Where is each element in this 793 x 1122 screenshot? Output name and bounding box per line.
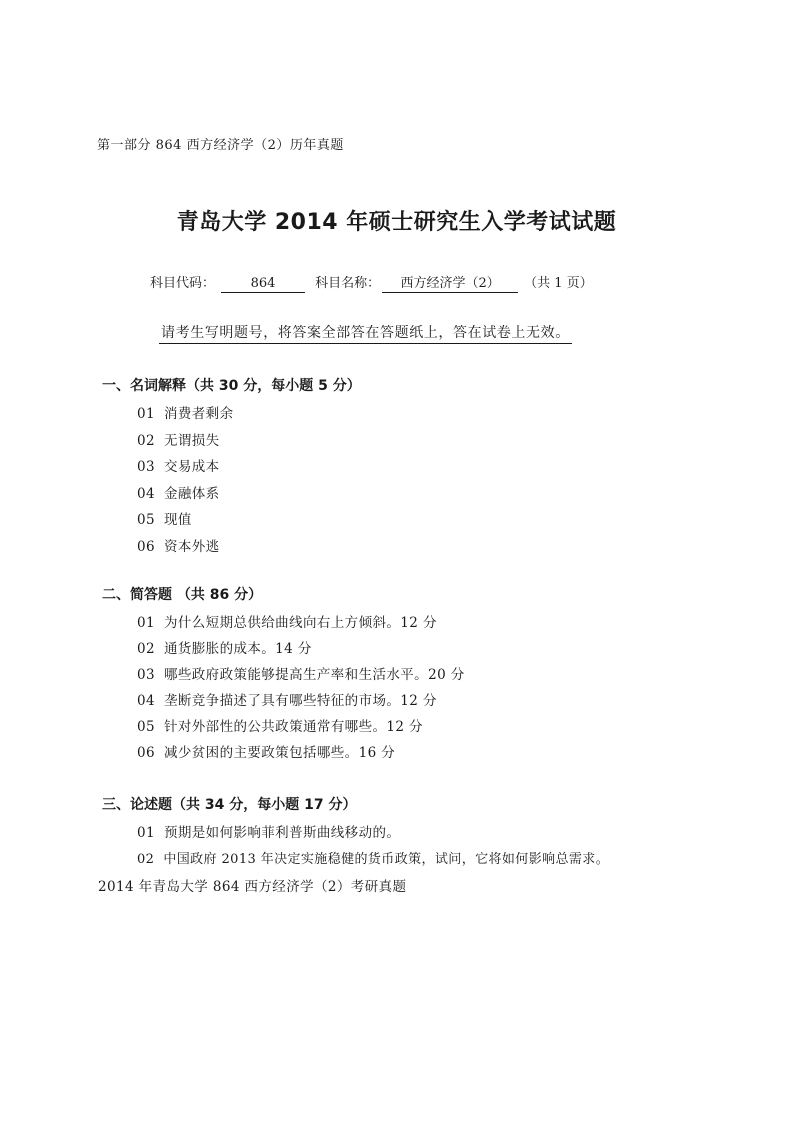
question-text: 为什么短期总供给曲线向右上方倾斜。12 分 xyxy=(163,615,437,631)
question-text: 金融体系 xyxy=(163,486,220,502)
question-number: 04 xyxy=(137,693,155,709)
question-number: 02 xyxy=(137,433,155,449)
question-text: 哪些政府政策能够提高生产率和生活水平。20 分 xyxy=(163,667,465,683)
question-number: 04 xyxy=(137,486,155,502)
question-text: 资本外逃 xyxy=(163,539,220,555)
question-text: 通货膨胀的成本。14 分 xyxy=(163,641,312,657)
document-header: 第一部分 864 西方经济学（2）历年真题 xyxy=(97,138,344,153)
question-number: 06 xyxy=(137,745,155,761)
question-text: 现值 xyxy=(163,512,192,528)
question-number: 02 xyxy=(137,852,155,867)
question-text: 针对外部性的公共政策通常有哪些。12 分 xyxy=(163,719,423,735)
question-number: 06 xyxy=(137,539,155,555)
question-item xyxy=(137,637,312,657)
question-item xyxy=(137,689,437,709)
exam-title: 青岛大学 2014 年硕士研究生入学考试试题 xyxy=(176,210,617,235)
question-item xyxy=(137,821,400,841)
question-number: 01 xyxy=(137,615,155,631)
question-item xyxy=(137,455,220,475)
question-number: 03 xyxy=(137,667,155,683)
question-number: 05 xyxy=(137,512,155,528)
question-item xyxy=(137,741,395,761)
question-text: 减少贫困的主要政策包括哪些。16 分 xyxy=(163,745,396,761)
subject-name-value: 西方经济学（2） xyxy=(382,275,518,293)
question-item xyxy=(137,663,465,683)
question-item xyxy=(137,508,192,528)
section-heading: 二、简答题 （共 86 分） xyxy=(102,587,263,603)
subject-name-label: 科目名称： xyxy=(315,276,381,291)
question-text: 无谓损失 xyxy=(163,433,220,449)
question-text: 消费者剩余 xyxy=(163,406,234,422)
subject-info-row xyxy=(150,272,593,293)
question-text: 预期是如何影响菲利普斯曲线移动的。 xyxy=(163,825,401,841)
question-item xyxy=(137,848,609,867)
question-number: 05 xyxy=(137,719,155,735)
subject-code-label: 科目代码： xyxy=(150,276,216,291)
question-item xyxy=(137,611,437,631)
question-number: 01 xyxy=(137,825,155,841)
section-heading: 三、论述题（共 34 分，每小题 17 分） xyxy=(102,797,357,813)
question-number: 01 xyxy=(137,406,155,422)
question-number: 02 xyxy=(137,641,155,657)
question-item xyxy=(137,429,220,449)
question-text: 垄断竞争描述了具有哪些特征的市场。12 分 xyxy=(163,693,437,709)
question-text: 交易成本 xyxy=(163,459,220,475)
document-footer: 2014 年青岛大学 864 西方经济学（2）考研真题 xyxy=(98,879,407,895)
subject-code-value: 864 xyxy=(221,275,305,293)
question-item xyxy=(137,402,233,422)
question-item xyxy=(137,535,220,555)
question-text: 中国政府 2013 年决定实施稳健的货币政策，试问，它将如何影响总需求。 xyxy=(163,852,610,867)
page-count-note: （共 1 页） xyxy=(524,276,593,291)
exam-notice: 请考生写明题号，将答案全部答在答题纸上，答在试卷上无效。 xyxy=(159,322,572,344)
section-heading: 一、名词解释（共 30 分，每小题 5 分） xyxy=(102,378,361,394)
question-item xyxy=(137,482,220,502)
question-item xyxy=(137,715,423,735)
question-number: 03 xyxy=(137,459,155,475)
